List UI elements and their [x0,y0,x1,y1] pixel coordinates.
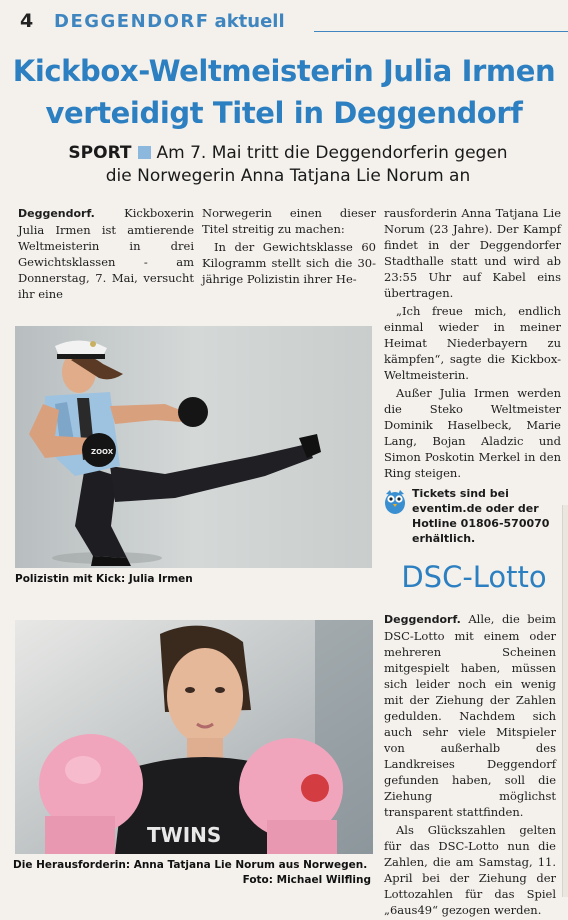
dsc-dateline: Deggendorf. [384,613,461,626]
column-1-text: Kickboxerin Julia Irmen ist amtierende Weltmeisterin in drei Gewichtsklassen - am Donnerstag, 7. Mai, versucht ihr eine [18,206,194,301]
section-name: DEGGENDORF [54,11,210,32]
article-column-3 [384,205,561,483]
subline-line-1: Am 7. Mai tritt die Deggendorferin gegen [156,143,508,163]
adjacent-page-edge [562,505,568,897]
column-2-paragraph-2: In der Gewichtsklasse 60 Kilogramm stellt sich die 30-jährige Polizistin ihrer He- [202,240,376,286]
photo-credit: Foto: Michael Wilfling [242,874,371,886]
header-rule [314,31,568,32]
photo-anna-norum [15,620,373,854]
column-2-paragraph-1: Norwegerin einen dieser Titel streitig zu machen: [202,206,376,236]
photo-2-caption: Die Herausforderin: Anna Tatjana Lie Norum aus Norwegen. [13,859,368,871]
article-column-1 [18,205,194,304]
kicker-label: SPORT [68,143,132,163]
column-3-paragraph-2: „Ich freue mich, endlich einmal wieder in meiner Heimat Niederbayern zu kämpfen“, sagte die Kickbox-Weltmeisterin. [384,304,561,382]
kicker-square-icon [138,146,151,159]
dsc-paragraph-1: Alle, die beim DSC-Lotto mit einem oder mehreren Scheinen mitgespielt haben, müssen sich leider noch ein wenig mit der Ziehung der Zahlen gedulden. Nachdem sich auch sehr viele Mitspieler von außerhalb des Landkreises Deggendorf gefunden haben, soll die Ziehung möglichst transparent stattfinden. [384,612,557,819]
column-3-paragraph-3: Außer Julia Irmen werden die Steko Weltmeister Dominik Haselbeck, Marie Lang, Bojan Aladzic und Simon Poskotin Merkel in den Ring steigen. [384,386,561,480]
boxer-portrait-illustration [15,620,373,854]
subline-line-2: die Norwegerin Anna Tatjana Lie Norum an [105,166,471,186]
page-header [14,8,568,36]
headline-line-1: Kickbox-Weltmeisterin Julia Irmen [12,54,556,88]
dsc-article-body [384,611,556,920]
article-dateline: Deggendorf. [18,207,95,220]
column-3-paragraph-1: rausforderin Anna Tatjana Lie Norum (23 Jahre). Der Kampf findet in der Deggendorfer Stadthalle statt und wird ab 23:55 Uhr auf Kabel eins übertragen. [384,206,561,300]
section-title [54,11,285,32]
ticket-text: Tickets sind bei eventim.de oder der Hotline 01806-570070 erhältlich. [412,487,550,545]
owl-icon [384,488,406,514]
shirt-text: TWINS [147,823,222,847]
article-headline [8,50,560,134]
page-number: 4 [20,10,34,32]
dsc-lotto-headline: DSC-Lotto [401,560,547,594]
headline-line-2: verteidigt Titel in Deggendorf [45,96,523,130]
article-column-2 [202,205,376,289]
section-suffix: aktuell [214,11,285,32]
photo-julia-irmen [15,326,372,568]
kickboxer-photo-illustration [15,326,372,568]
photo-2-caption-block [13,858,373,888]
dsc-paragraph-2: Als Glückszahlen gelten für das DSC-Lotto nun die Zahlen, die am Samstag, 11. April bei der Ziehung der Lottozahlen für das Spiel „6aus49“ gezogen werden. [384,823,556,917]
article-subline [28,142,548,188]
glove-text: ZOOX [91,448,114,456]
photo-1-caption: Polizistin mit Kick: Julia Irmen [15,573,193,585]
